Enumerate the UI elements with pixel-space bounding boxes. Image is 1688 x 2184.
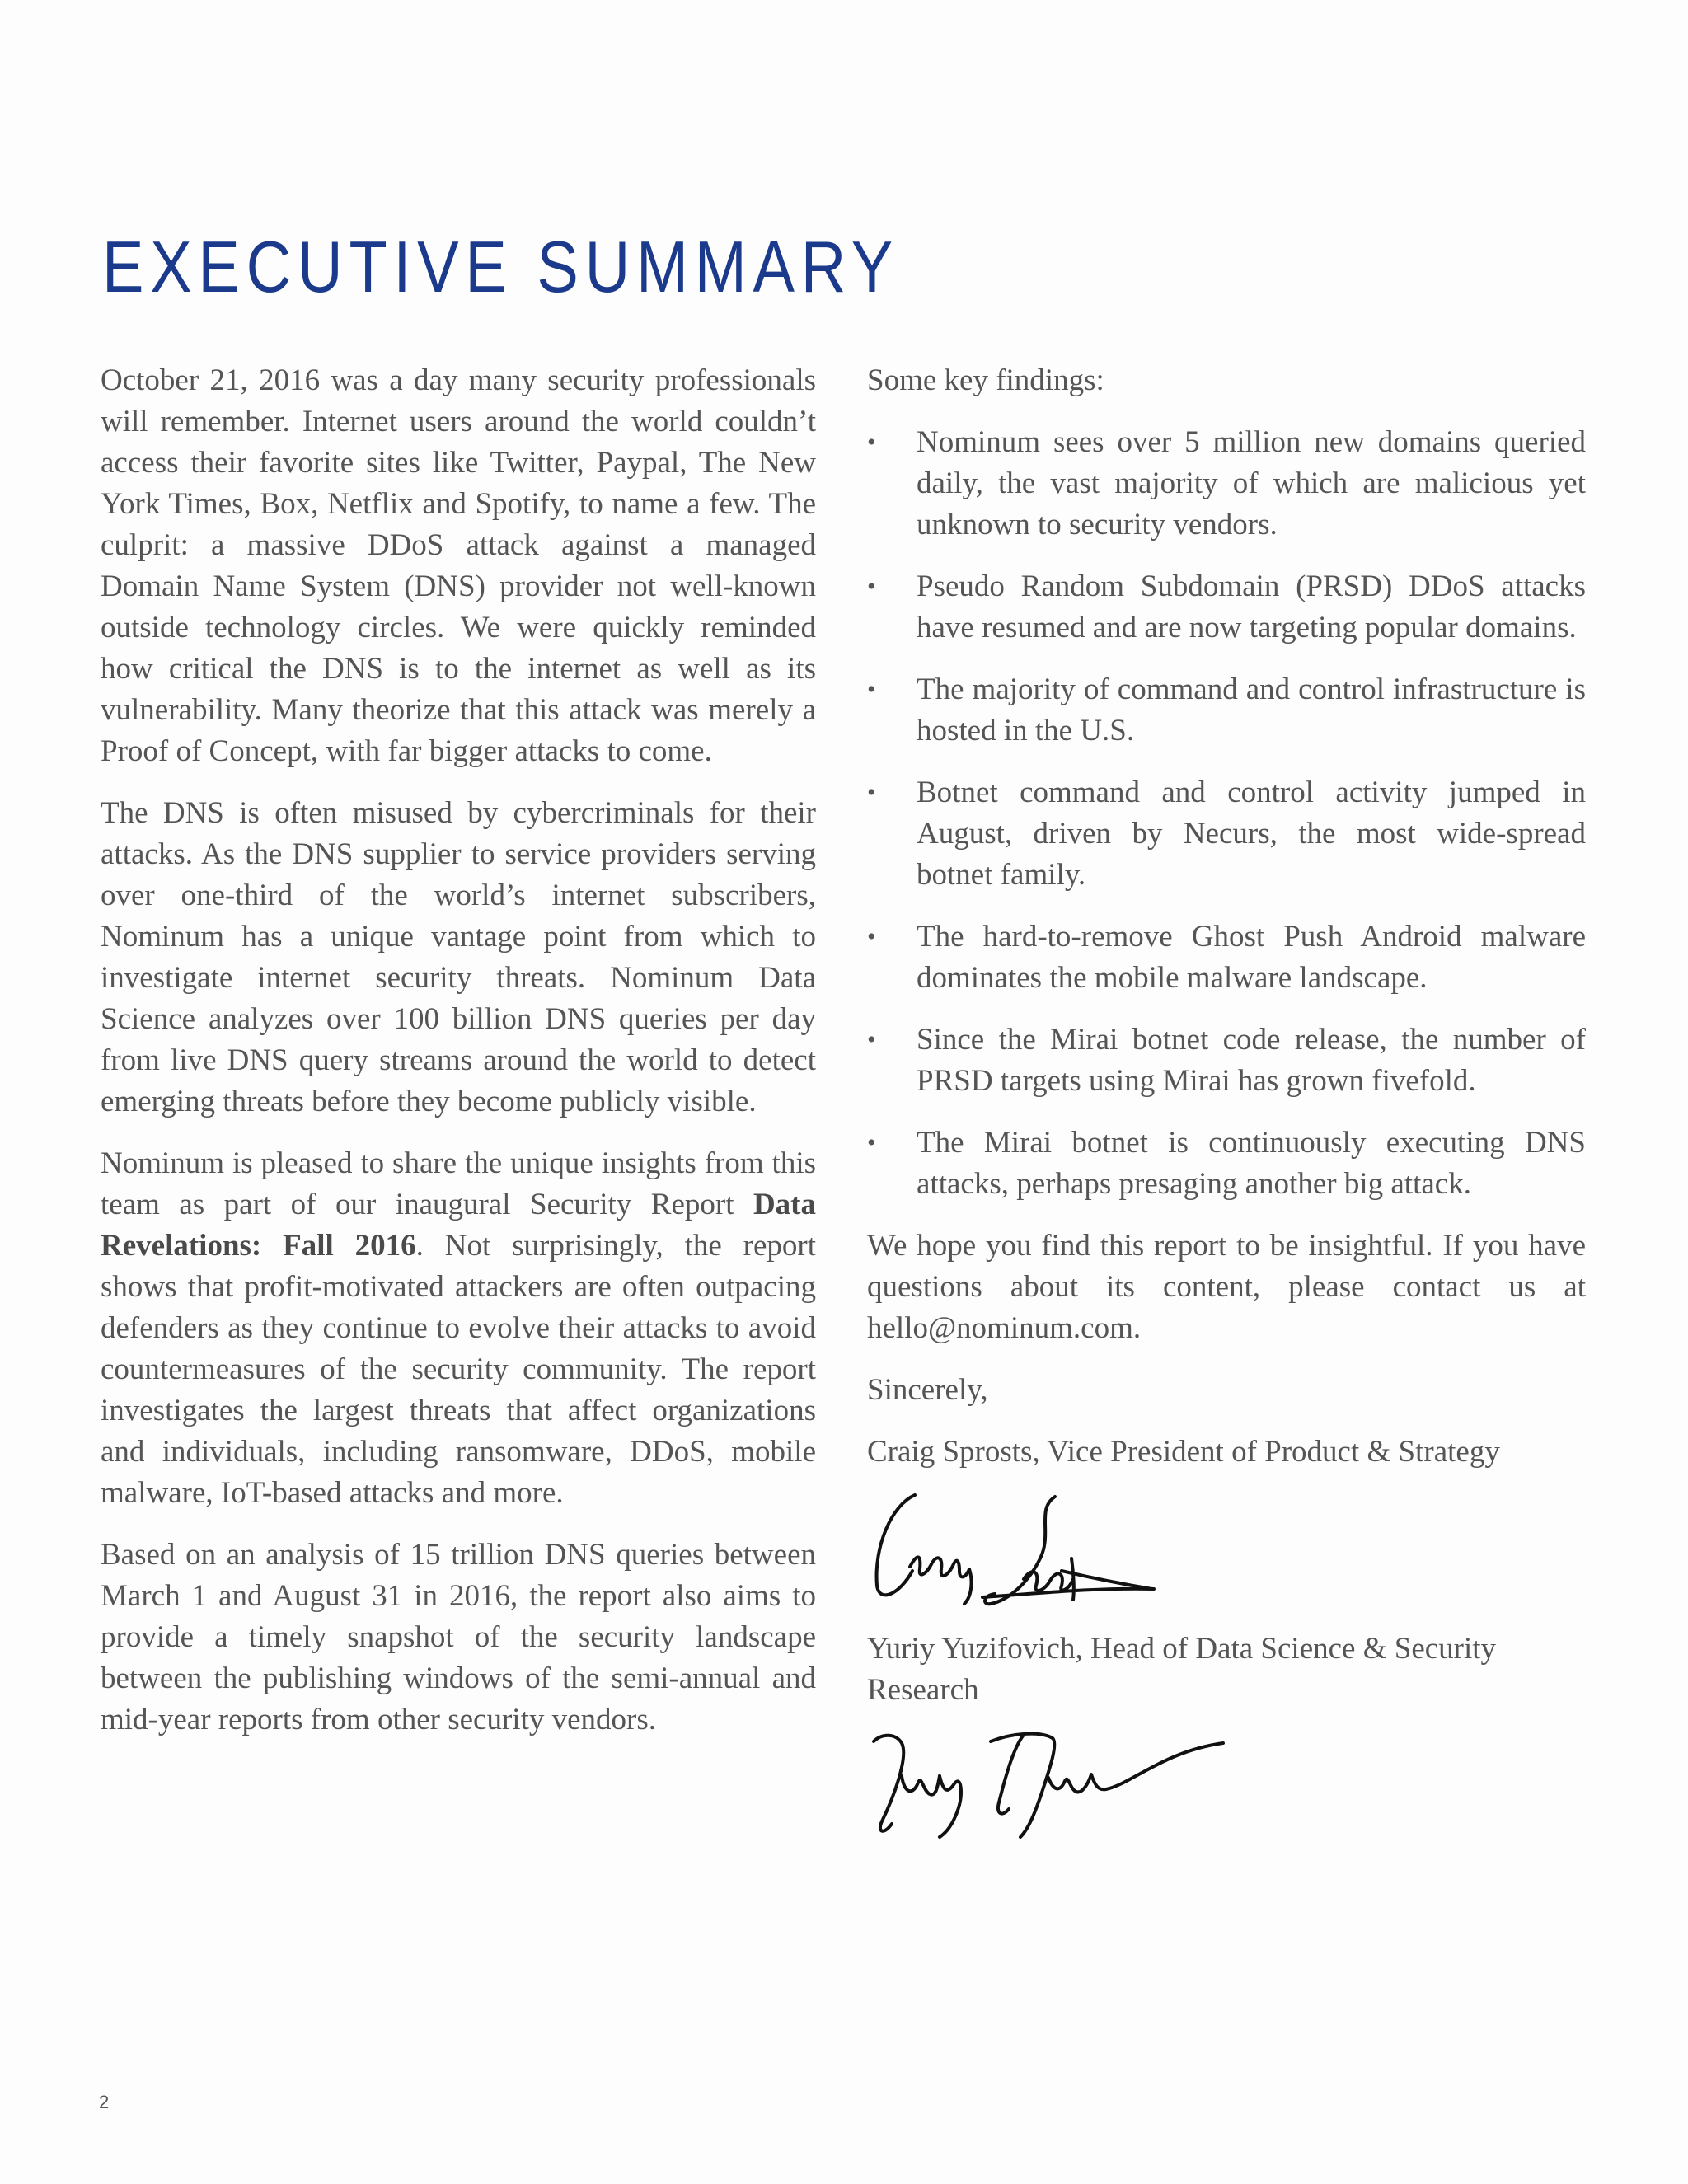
key-findings-list <box>867 422 1586 1205</box>
bullet-icon: • <box>867 429 876 456</box>
finding-text: Botnet command and control activity jumped in August, driven by Necurs, the most wide-spread botnet family. <box>917 776 1586 892</box>
finding-text: Nominum sees over 5 million new domains queried daily, the vast majority of which are malicious yet unknown to security vendors. <box>917 425 1586 541</box>
page-title: EXECUTIVE SUMMARY <box>102 226 900 307</box>
bullet-icon: • <box>867 1129 876 1156</box>
report-paragraph-text-start: Nominum is pleased to share the unique insights from this team as part of our inaugural Security Report <box>101 1146 816 1221</box>
finding-text: Since the Mirai botnet code release, the number of PRSD targets using Mirai has grown fivefold. <box>917 1023 1586 1098</box>
closing-paragraph: We hope you find this report to be insightful. If you have questions about its content, please contact us at hello@nominum.com. <box>867 1229 1586 1345</box>
finding-item <box>867 1019 1586 1102</box>
sign-off: Sincerely, <box>867 1373 988 1407</box>
signature-craig-sprosts <box>867 1488 1164 1612</box>
report-title-bold: Data Revelations: Fall 2016 <box>101 1188 816 1263</box>
finding-item <box>867 916 1586 999</box>
bullet-icon: • <box>867 573 876 600</box>
finding-item <box>867 566 1586 649</box>
finding-text: The majority of command and control infrastructure is hosted in the U.S. <box>917 673 1586 748</box>
report-paragraph-text-end: . Not surprisingly, the report shows that profit-motivated attackers are often outpacing defenders as they continue to evolve their attacks to avoid countermeasures of the security community. The report investigates the largest threats that affect organizations and individuals, including ransomware, DDoS, mobile malware, IoT-based attacks and more. <box>101 1229 816 1510</box>
signer-craig-sprosts: Craig Sprosts, Vice President of Product & Strategy <box>867 1435 1500 1469</box>
left-column <box>101 360 816 1761</box>
finding-item <box>867 772 1586 896</box>
page-number: 2 <box>99 2092 110 2112</box>
bullet-icon: • <box>867 1026 876 1053</box>
dns-misuse-paragraph: The DNS is often misused by cybercriminals for their attacks. As the DNS supplier to service providers serving over one-third of the world’s internet subscribers, Nominum has a unique vantage point from which to investigate internet security threats. Nominum Data Science analyzes over 100 billion DNS queries per day from live DNS query streams around the world to detect emerging threats before they become publicly visible. <box>101 796 816 1118</box>
intro-paragraph: October 21, 2016 was a day many security professionals will remember. Internet users around the world couldn’t access their favorite sites like Twitter, Paypal, The New York Times, Box, Netflix and Spotify, to name a few. The culprit: a massive DDoS attack against a managed Domain Name System (DNS) provider not well-known outside technology circles. We were quickly reminded how critical the DNS is to the internet as well as its vulnerability. Many theorize that this attack was merely a Proof of Concept, with far bigger attacks to come. <box>101 363 816 768</box>
signature-yuriy-yuzifovich <box>867 1727 1230 1842</box>
bullet-icon: • <box>867 779 876 806</box>
report-paragraph <box>101 1143 816 1514</box>
finding-text: Pseudo Random Subdomain (PRSD) DDoS attacks have resumed and are now targeting popular domains. <box>917 569 1586 644</box>
bullet-icon: • <box>867 923 876 950</box>
signer-yuriy-yuzifovich: Yuriy Yuzifovich, Head of Data Science & Security Research <box>867 1632 1497 1707</box>
finding-item <box>867 669 1586 752</box>
finding-item <box>867 1122 1586 1205</box>
finding-text: The Mirai botnet is continuously executing DNS attacks, perhaps presaging another big attack. <box>917 1126 1586 1201</box>
findings-intro: Some key findings: <box>867 363 1104 397</box>
finding-text: The hard-to-remove Ghost Push Android malware dominates the mobile malware landscape. <box>917 920 1586 995</box>
right-column <box>867 360 1586 1858</box>
analysis-paragraph: Based on an analysis of 15 trillion DNS queries between March 1 and August 31 in 2016, the report also aims to provide a timely snapshot of the security landscape between the publishing windows of the semi-annual and mid-year reports from other security vendors. <box>101 1538 816 1736</box>
finding-item <box>867 422 1586 546</box>
bullet-icon: • <box>867 676 876 703</box>
